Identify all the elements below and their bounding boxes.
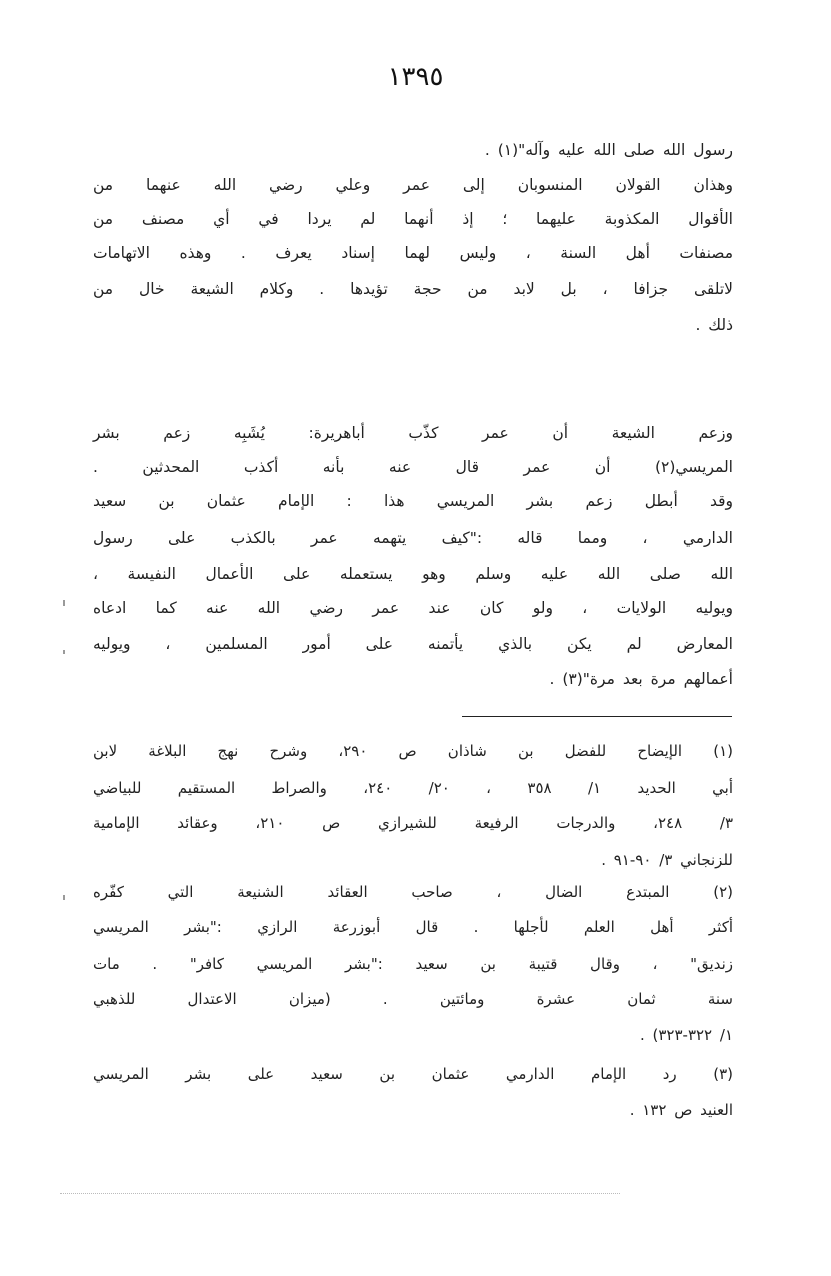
scan-mark (63, 895, 65, 900)
paragraph-2-line: الدارمي ، ومما قاله :"كيف يتهمه عمر بالكذب على رسول (93, 529, 733, 547)
scan-mark (63, 600, 65, 606)
paragraph-1-line: ذلك . (695, 316, 733, 334)
page-number: ١٣٩٥ (387, 62, 444, 92)
paragraph-1-line: مصنفات أهل السنة ، وليس لهما إسناد يعرف . وهذه الاتهامات (93, 244, 733, 262)
footnote-1-line: (١) الإيضاح للفضل بن شاذان ص ٢٩٠، وشرح نهج البلاغة لابن (93, 742, 733, 760)
footnote-1-line: ٣/ ٢٤٨، والدرجات الرفيعة للشيرازي ص ٢١٠، وعقائد الإمامية (93, 814, 734, 832)
footnote-2-line: أكثر أهل العلم لأجلها . قال أبوزرعة الرازي :"بشر المريسي (93, 918, 733, 936)
paragraph-2-line: المعارض لم يكن بالذي يأتمنه على أمور المسلمين ، ويوليه (93, 635, 733, 653)
paragraph-1-line: وهذان القولان المنسوبان إلى عمر وعلي رضي الله عنهما من (93, 176, 733, 194)
footnote-2-line: زنديق" ، وقال قتيبة بن سعيد :"بشر المريسي كافر" . مات (93, 955, 733, 973)
paragraph-2-line: وزعم الشيعة أن عمر كذّب أباهريرة: يُشَبِه زعم بشر (93, 424, 733, 442)
footnote-3-line: العنيد ص ١٣٢ . (629, 1101, 733, 1119)
paragraph-2-line: المريسي(٢) أن عمر قال عنه بأنه أكذب المحدثين . (93, 458, 733, 476)
scan-artifact-line (60, 1193, 620, 1194)
footnote-2-line: (٢) المبتدع الضال ، صاحب العقائد الشنيعة التي كفّره (93, 883, 733, 901)
paragraph-2-line: الله صلى الله عليه وسلم وهو يستعمله على الأعمال النفيسة ، (93, 565, 733, 583)
paragraph-1-line: لاتلقى جزافا ، بل لابد من حجة تؤيدها . وكلام الشيعة خال من (93, 280, 733, 298)
footnote-separator (462, 716, 732, 717)
footnote-1-line: أبي الحديد ١/ ٣٥٨ ، ٢٠/ ٢٤٠، والصراط المستقيم للبياضي (93, 779, 734, 797)
footnote-2-line: سنة ثمان عشرة ومائتين . (ميزان الاعتدال للذهبي (93, 990, 733, 1008)
footnote-3-line: (٣) رد الإمام الدارمي عثمان بن سعيد على بشر المريسي (93, 1065, 733, 1083)
paragraph-1-line: رسول الله صلى الله عليه وآله"(١) . (484, 141, 733, 159)
footnote-1-line: للزنجاني ٣/ ٩٠-٩١ . (601, 851, 733, 869)
paragraph-2-line: أعمالهم مرة بعد مرة"(٣) . (549, 670, 733, 688)
scan-mark (63, 650, 65, 654)
paragraph-2-line: وقد أبطل زعم بشر المريسي هذا : الإمام عثمان بن سعيد (93, 492, 733, 510)
paragraph-1-line: الأقوال المكذوبة عليهما ؛ إذ أنهما لم يردا في أي مصنف من (93, 210, 733, 228)
paragraph-2-line: ويوليه الولايات ، ولو كان عند عمر رضي الله عنه كما ادعاه (93, 599, 733, 617)
footnote-2-line: ١/ ٣٢٢-٣٢٣) . (639, 1026, 733, 1044)
